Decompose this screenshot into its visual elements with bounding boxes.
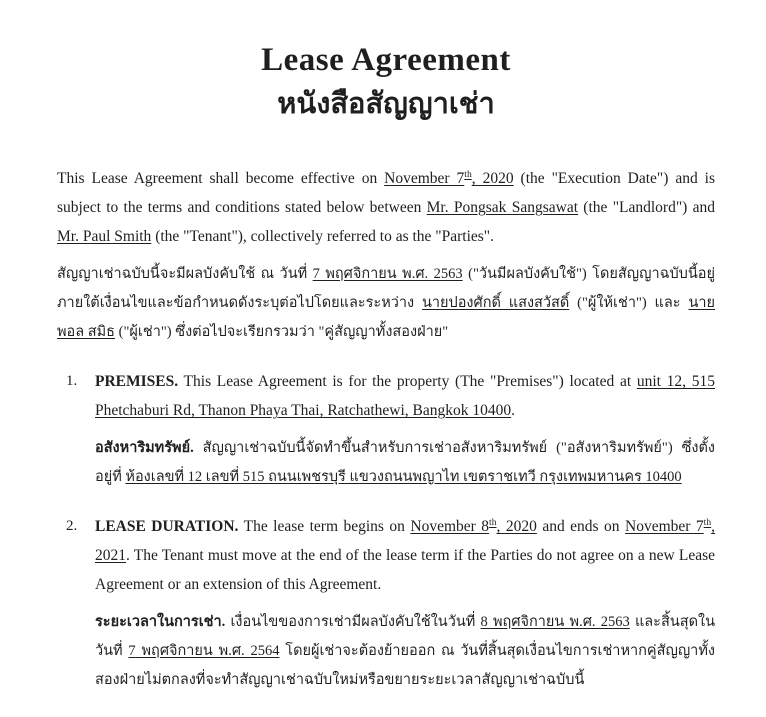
section-premises	[57, 367, 715, 492]
section-heading-thai: ระยะเวลาในการเช่า.	[95, 613, 226, 630]
section-body-english: The lease term begins on November 8th, 2020 and ends on November 7th, 2021. The Tenant must move at the end of the lease term if the Parties do not agree on a new Lease Agreement or an extension of this Agreement.	[95, 516, 716, 593]
section-content	[95, 512, 715, 695]
section-lease-duration	[57, 512, 715, 695]
section-paragraph-english	[95, 512, 715, 599]
section-number: 2.	[66, 517, 78, 534]
section-paragraph-thai	[95, 608, 715, 695]
intro-paragraph-english: This Lease Agreement shall become effective on November 7th, 2020 (the "Execution Date") and is subject to the terms and conditions stated below between Mr. Pongsak Sangsawat (the "Landlord") and Mr. Paul Smith (the "Tenant"), collectively referred to as the "Parties".	[57, 168, 716, 245]
section-paragraph-english	[95, 367, 715, 425]
section-body-thai: เงื่อนไขของการเช่ามีผลบังคับใช้ในวันที่ 8 พฤศจิกายน พ.ศ. 2563 และสิ้นสุดในวันที่ 7 พฤศจิกายน พ.ศ. 2564 โดยผู้เช่าจะต้องย้ายออก ณ วันที่สิ้นสุดเงื่อนไขการเช่าหากคู่สัญญาทั้งสองฝ่ายไม่ตกลงที่จะทำสัญญาเช่าฉบับใหม่หรือขยายระยะเวลาสัญญาเช่าฉบับนี้	[95, 613, 715, 688]
section-number: 1.	[66, 372, 78, 389]
section-body-thai: สัญญาเช่าฉบับนี้จัดทำขึ้นสำหรับการเช่าอสังหาริมทรัพย์ ("อสังหาริมทรัพย์") ซึ่งตั้งอยู่ที่ ห้องเลขที่ 12 เลขที่ 515 ถนนเพชรบุรี แขวงถนนพญาไท เขตราชเทวี กรุงเทพมหานคร 10400	[95, 439, 715, 485]
section-paragraph-thai	[95, 434, 715, 492]
intro-paragraph-thai: สัญญาเช่าฉบับนี้จะมีผลบังคับใช้ ณ วันที่ 7 พฤศจิกายน พ.ศ. 2563 ("วันมีผลบังคับใช้") โดยสัญญาฉบับนี้อยู่ภายใต้เงื่อนไขและข้อกำหนดดังระบุต่อไปโดยและระหว่าง นายปองศักดิ์ แสงสวัสดิ์ ("ผู้ให้เช่า") และ นายพอล สมิธ ("ผู้เช่า") ซึ่งต่อไปจะเรียกรวมว่า "คู่สัญญาทั้งสองฝ่าย"	[57, 265, 715, 340]
section-heading-english: PREMISES.	[95, 372, 179, 390]
section-content	[95, 367, 715, 492]
section-body-english: This Lease Agreement is for the property (The "Premises") located at unit 12, 515 Phetchaburi Rd, Thanon Phaya Thai, Ratchathewi, Bangkok 10400.	[95, 372, 715, 419]
section-heading-english: LEASE DURATION.	[95, 517, 239, 535]
section-heading-thai: อสังหาริมทรัพย์.	[95, 439, 194, 456]
document-title-thai: หนังสือสัญญาเช่า	[277, 88, 495, 121]
document-title-english: Lease Agreement	[261, 42, 511, 78]
